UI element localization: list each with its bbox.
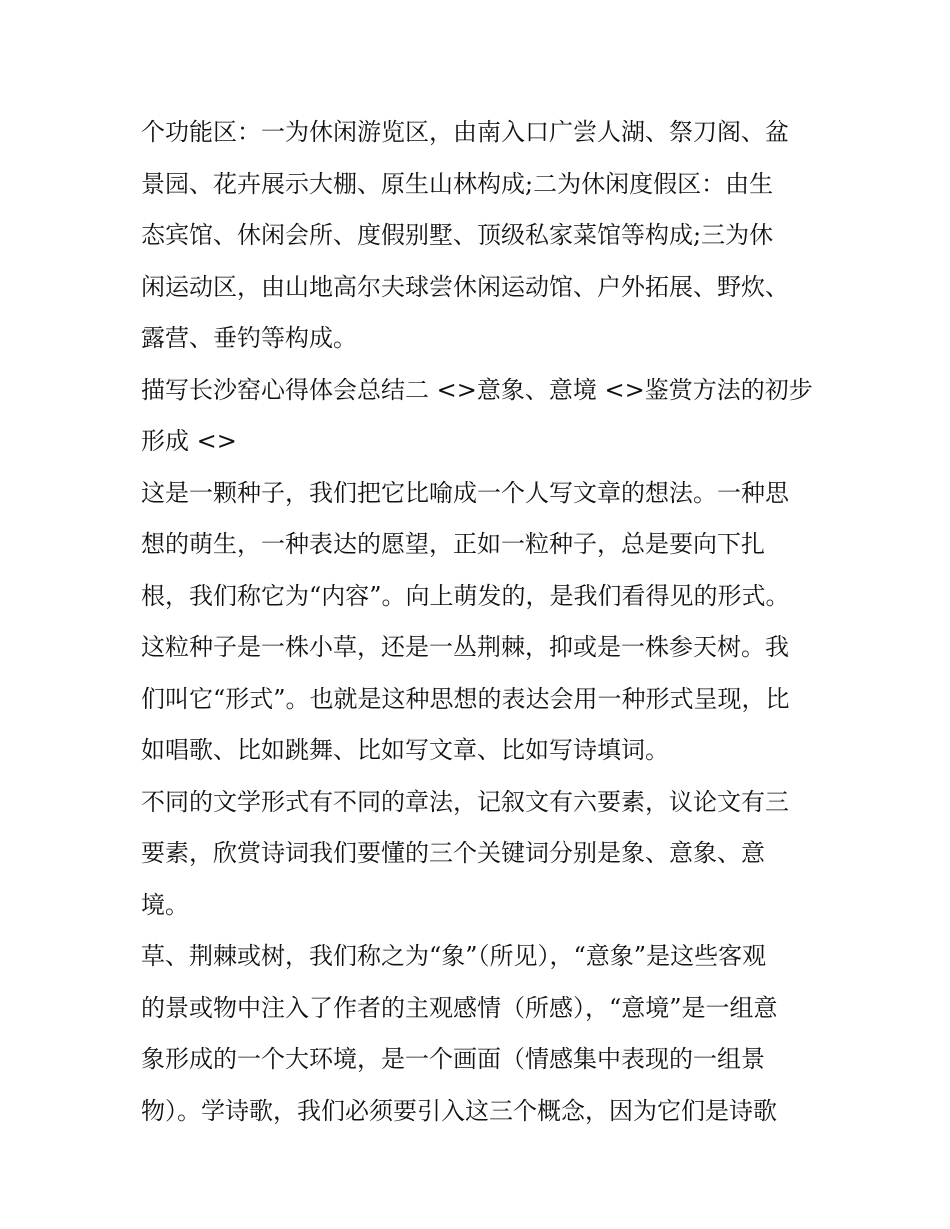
text-line: 想的萌生，一种表达的愿望，正如一粒种子，总是要向下扎: [141, 530, 765, 558]
paragraph-section-heading: [141, 365, 821, 468]
text-line: 如唱歌、比如跳舞、比如写文章、比如写诗填词。: [141, 736, 669, 764]
text-line: 象形成的一个大环境，是一个画面（情感集中表现的一组景: [141, 1045, 765, 1073]
text-line: 个功能区：一为休闲游览区，由南入口广尝人湖、祭刀阁、盆: [141, 118, 789, 146]
paragraph-functional-zones: [141, 107, 821, 365]
paragraph-image-concepts: [141, 931, 821, 1137]
text-line: 的景或物中注入了作者的主观感情（所感），“意境”是一组意: [141, 993, 778, 1022]
paragraph-literary-forms: [141, 777, 821, 932]
text-line: 根，我们称它为“内容”。向上萌发的，是我们看得见的形式。: [141, 581, 790, 610]
text-line: 们叫它“形式”。也就是这种思想的表达会用一种形式呈现，比: [141, 684, 790, 713]
text-line: 物）。学诗歌，我们必须要引入这三个概念，因为它们是诗歌: [141, 1096, 777, 1125]
text-line: 描写长沙窑心得体会总结二 <>意象、意境 <>鉴赏方法的初步: [141, 375, 813, 404]
text-line: 不同的文学形式有不同的章法，记叙文有六要素，议论文有三: [141, 787, 789, 816]
text-line: 形成 <>: [141, 427, 237, 455]
document-body: [141, 107, 821, 1137]
text-line: 这是一颗种子，我们把它比喻成一个人写文章的想法。一种思: [141, 478, 789, 507]
paragraph-seed-metaphor: [141, 468, 821, 777]
text-line: 这粒种子是一株小草，还是一丛荆棘，抑或是一株参天树。我: [141, 633, 789, 661]
text-line: 态宾馆、休闲会所、度假别墅、顶级私家菜馆等构成;三为休: [141, 221, 774, 249]
text-line: 草、荆棘或树，我们称之为“象”（所见），“意象”是这些客观: [141, 942, 767, 970]
text-line: 要素，欣赏诗词我们要懂的三个关键词分别是象、意象、意: [141, 839, 765, 867]
text-line: 境。: [141, 890, 189, 919]
text-line: 露营、垂钓等构成。: [141, 324, 357, 352]
text-line: 闲运动区，由山地高尔夫球尝休闲运动馆、户外拓展、野炊、: [141, 272, 789, 301]
text-line: 景园、花卉展示大棚、原生山林构成;二为休闲度假区：由生: [141, 169, 774, 198]
